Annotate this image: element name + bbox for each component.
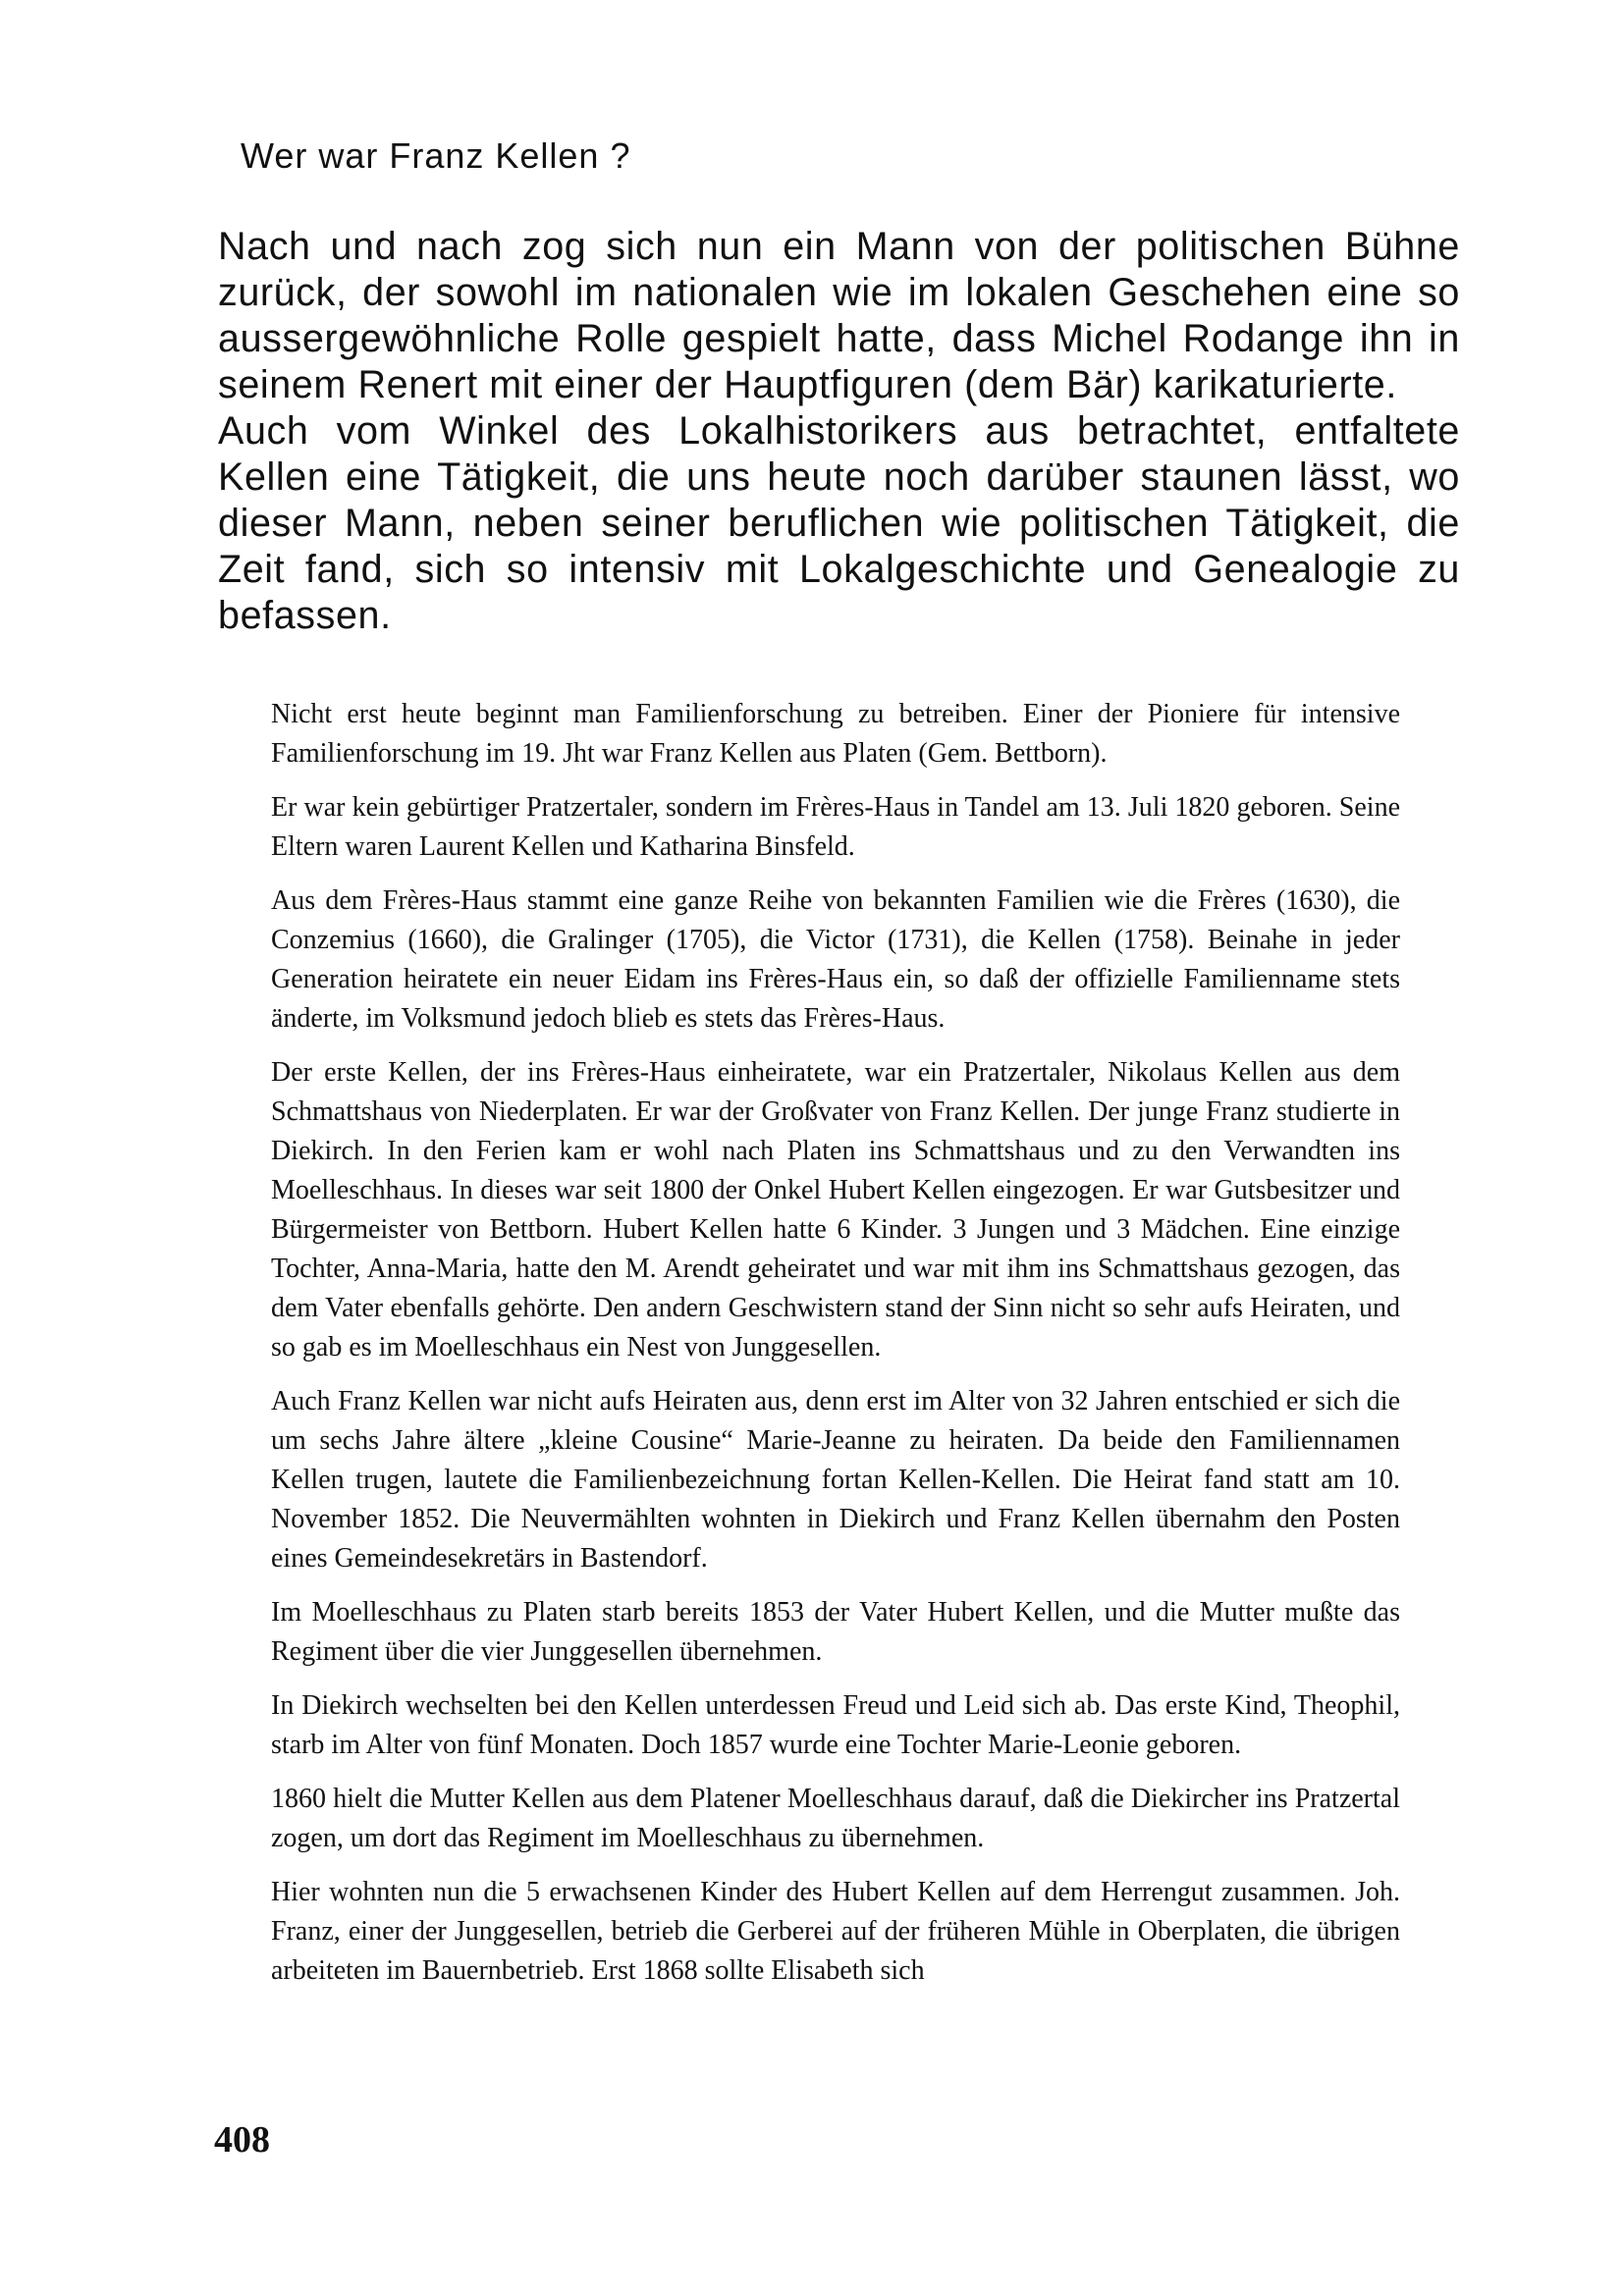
- intro-paragraph: Nach und nach zog sich nun ein Mann von der politischen Bühne zurück, der sowohl im nationalen wie im lokalen Geschehen eine so aussergewöhnliche Rolle gespielt hatte, dass Michel Rodange ihn in seinem Renert mit einer der Hauptfiguren (dem Bär) karikaturierte.: [218, 225, 1460, 406]
- page-title: Wer war Franz Kellen ?: [241, 135, 631, 176]
- body-section: [271, 695, 1400, 2005]
- body-paragraph: Im Moelleschhaus zu Platen starb bereits 1853 der Vater Hubert Kellen, und die Mutter mußte das Regiment über die vier Junggesellen übernehmen.: [271, 1597, 1400, 1667]
- page-number: 408: [214, 2119, 270, 2161]
- intro-paragraph: Auch vom Winkel des Lokalhistorikers aus betrachtet, entfaltete Kellen eine Tätigkeit, die uns heute noch darüber staunen lässt, wo dieser Mann, neben seiner beruflichen wie politischen Tätigkeit, die Zeit fand, sich so intensiv mit Lokalgeschichte und Genealogie zu befassen.: [218, 409, 1460, 637]
- body-paragraph: Aus dem Frères-Haus stammt eine ganze Reihe von bekannten Familien wie die Frères (1630), die Conzemius (1660), die Gralinger (1705), die Victor (1731), die Kellen (1758). Beinahe in jeder Generation heiratete ein neuer Eidam ins Frères-Haus ein, so daß der offizielle Familienname stets änderte, im Volksmund jedoch blieb es stets das Frères-Haus.: [271, 885, 1400, 1034]
- body-paragraph: Er war kein gebürtiger Pratzertaler, sondern im Frères-Haus in Tandel am 13. Juli 1820 geboren. Seine Eltern waren Laurent Kellen und Katharina Binsfeld.: [271, 792, 1400, 862]
- body-paragraph: In Diekirch wechselten bei den Kellen unterdessen Freud und Leid sich ab. Das erste Kind, Theophil, starb im Alter von fünf Monaten. Doch 1857 wurde eine Tochter Marie-Leonie geboren.: [271, 1690, 1400, 1760]
- body-paragraph: Hier wohnten nun die 5 erwachsenen Kinder des Hubert Kellen auf dem Herrengut zusammen. Joh. Franz, einer der Junggesellen, betrieb die Gerberei auf der früheren Mühle in Oberplaten, die übrigen arbeiteten im Bauernbetrieb. Erst 1868 sollte Elisabeth sich: [271, 1877, 1400, 1986]
- body-paragraph: 1860 hielt die Mutter Kellen aus dem Platener Moelleschhaus darauf, daß die Diekircher ins Pratzertal zogen, um dort das Regiment im Moelleschhaus zu übernehmen.: [271, 1784, 1400, 1853]
- body-paragraph: Nicht erst heute beginnt man Familienforschung zu betreiben. Einer der Pioniere für intensive Familienforschung im 19. Jht war Franz Kellen aus Platen (Gem. Bettborn).: [271, 699, 1400, 769]
- intro-section: [218, 224, 1460, 639]
- body-paragraph: Der erste Kellen, der ins Frères-Haus einheiratete, war ein Pratzertaler, Nikolaus Kellen aus dem Schmattshaus von Niederplaten. Er war der Großvater von Franz Kellen. Der junge Franz studierte in Diekirch. In den Ferien kam er wohl nach Platen ins Schmattshaus und zu den Verwandten ins Moelleschhaus. In dieses war seit 1800 der Onkel Hubert Kellen eingezogen. Er war Gutsbesitzer und Bürgermeister von Bettborn. Hubert Kellen hatte 6 Kinder. 3 Jungen und 3 Mädchen. Eine einzige Tochter, Anna-Maria, hatte den M. Arendt geheiratet und war mit ihm ins Schmattshaus gezogen, das dem Vater ebenfalls gehörte. Den andern Geschwistern stand der Sinn nicht so sehr aufs Heiraten, und so gab es im Moelleschhaus ein Nest von Junggesellen.: [271, 1057, 1400, 1362]
- body-paragraph: Auch Franz Kellen war nicht aufs Heiraten aus, denn erst im Alter von 32 Jahren entschied er sich die um sechs Jahre ältere „kleine Cousine“ Marie-Jeanne zu heiraten. Da beide den Familiennamen Kellen trugen, lautete die Familienbezeichnung fortan Kellen-Kellen. Die Heirat fand statt am 10. November 1852. Die Neuvermählten wohnten in Diekirch und Franz Kellen übernahm den Posten eines Gemeindesekretärs in Bastendorf.: [271, 1386, 1400, 1574]
